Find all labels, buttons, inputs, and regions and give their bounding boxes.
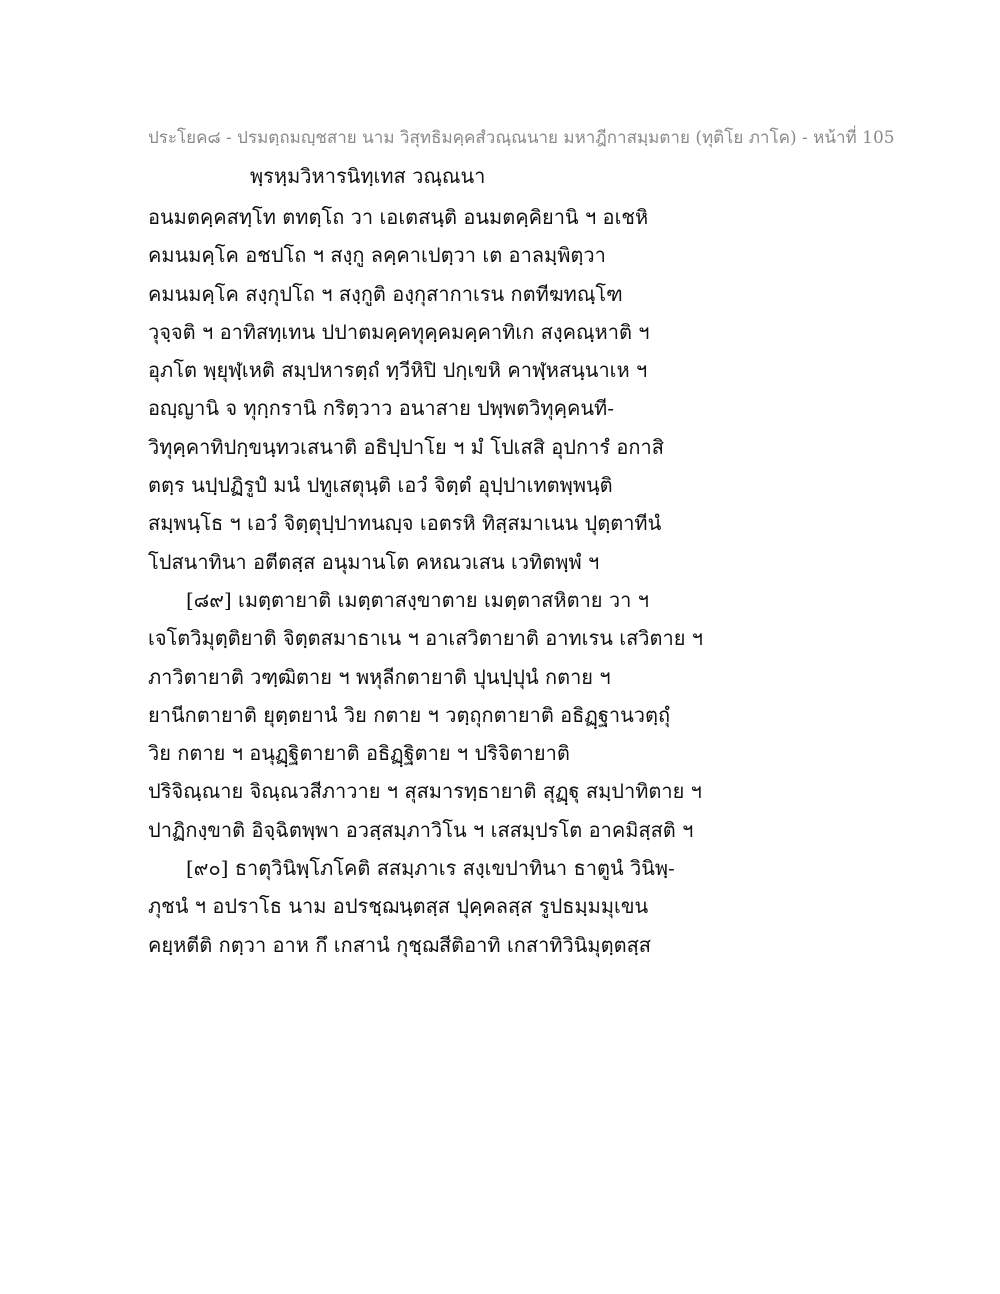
text-line: เจโตวิมุตฺติยาติ จิตฺตสมาธาเน ฯ อาเสวิตายาติ อาทเรน เสวิตาย ฯ xyxy=(148,626,704,651)
text-line: วุจฺจติ ฯ อาทิสทฺเทน ปปาตมคฺคทุคฺคมคฺคาทิเก สงฺคณฺหาติ ฯ xyxy=(148,319,650,344)
text-line: ภุชนํ ฯ อปราโธ นาม อปรชฺฌนฺตสฺส ปุคฺคลสฺส รูปธมฺมมุเขน xyxy=(148,894,649,919)
text-line: อญฺญานิ จ ทุกฺกรานิ กริตฺวาว อนาสาย ปพฺพตวิทุคฺคนที- xyxy=(148,396,614,421)
text-line: คมนมคฺโค สงฺกุปโถ ฯ สงฺกูติ องฺกุสากาเรน กตทีฆทณฺโฑ xyxy=(148,281,623,306)
body-text xyxy=(148,198,868,964)
text-line: ปริจิณฺณาย จิณฺณวสีภาวาย ฯ สุสมารทฺธายาติ สุฏฺฐุ สมฺปาทิตาย ฯ xyxy=(148,779,702,804)
text-line: อุภโต พฺยุฬฺเหติ สมฺปหารตฺถํ ทฺวีหิปิ ปกฺเขหิ คาฬฺหสนฺนาเห ฯ xyxy=(148,358,648,383)
text-line: วิทุคฺคาทิปกฺขนฺทวเสนาติ อธิปฺปาโย ฯ มํ โปเสสิ อุปการํ อกาสิ xyxy=(148,434,664,459)
text-line: อนมตคฺคสทฺโท ตทตฺโถ วา เอเตสนฺติ อนมตคฺคิยานิ ฯ อเชหิ xyxy=(148,205,649,229)
section-title: พฺรหฺมวิหารนิทฺเทส วณฺณนา xyxy=(250,164,486,188)
text-line: ตตฺร นปฺปฏิรูปํ มนํ ปทูเสตุนฺติ เอวํ จิตฺตํ อุปฺปาเทตพฺพนฺติ xyxy=(148,473,613,498)
text-line: โปสนาทินา อตีตสฺส อนุมานโต คหณวเสน เวทิตพฺพํ ฯ xyxy=(148,549,600,574)
paragraph-start-line: [๘๙] เมตฺตายาติ เมตฺตาสงฺขาตาย เมตฺตาสหิตาย วา ฯ xyxy=(186,587,649,612)
text-line: วิย กตาย ฯ อนุฏฺฐิตายาติ อธิฏฺฐิตาย ฯ ปริจิตายาติ xyxy=(148,741,570,766)
paragraph-start-line: [๙๐] ธาตุวินิพฺโภโคติ สสมฺภาเร สงฺเขปาทินา ธาตูนํ วินิพฺ- xyxy=(186,856,675,881)
text-line: ปาฏิกงฺขาติ อิจฺฉิตพฺพา อวสฺสมฺภาวิโน ฯ เสสมฺปรโต อาคมิสฺสติ ฯ xyxy=(148,817,694,842)
text-line: คยฺหตีติ กตฺวา อาห กึ เกสานํ กุชฺฌสีติอาทิ เกสาทิวินิมุตฺตสฺส xyxy=(148,932,651,957)
text-line: ยานีกตายาติ ยุตฺตยานํ วิย กตาย ฯ วตฺถุกตายาติ อธิฏฺฐานวตฺถุํ xyxy=(148,702,671,727)
text-line: สมฺพนฺโธ ฯ เอวํ จิตฺตุปฺปาทนญฺจ เอตรหิ ทิสฺสมาเนน ปุตฺตาทีนํ xyxy=(148,511,662,536)
text-line: ภาวิตายาติ วฑฺฒิตาย ฯ พหุลีกตายาติ ปุนปฺปุนํ กตาย ฯ xyxy=(148,664,611,689)
running-header: ประโยค๘ - ปรมตฺถมญฺชสาย นาม วิสุทธิมคฺคสํวณฺณนาย มหาฎีกาสมฺมตาย (ทุติโย ภาโค) - หน้าที่ 105 xyxy=(148,128,895,148)
text-line: คมนมคฺโค อชปโถ ฯ สงฺกู ลคฺคาเปตฺวา เต อาลมฺพิตฺวา xyxy=(148,243,606,268)
